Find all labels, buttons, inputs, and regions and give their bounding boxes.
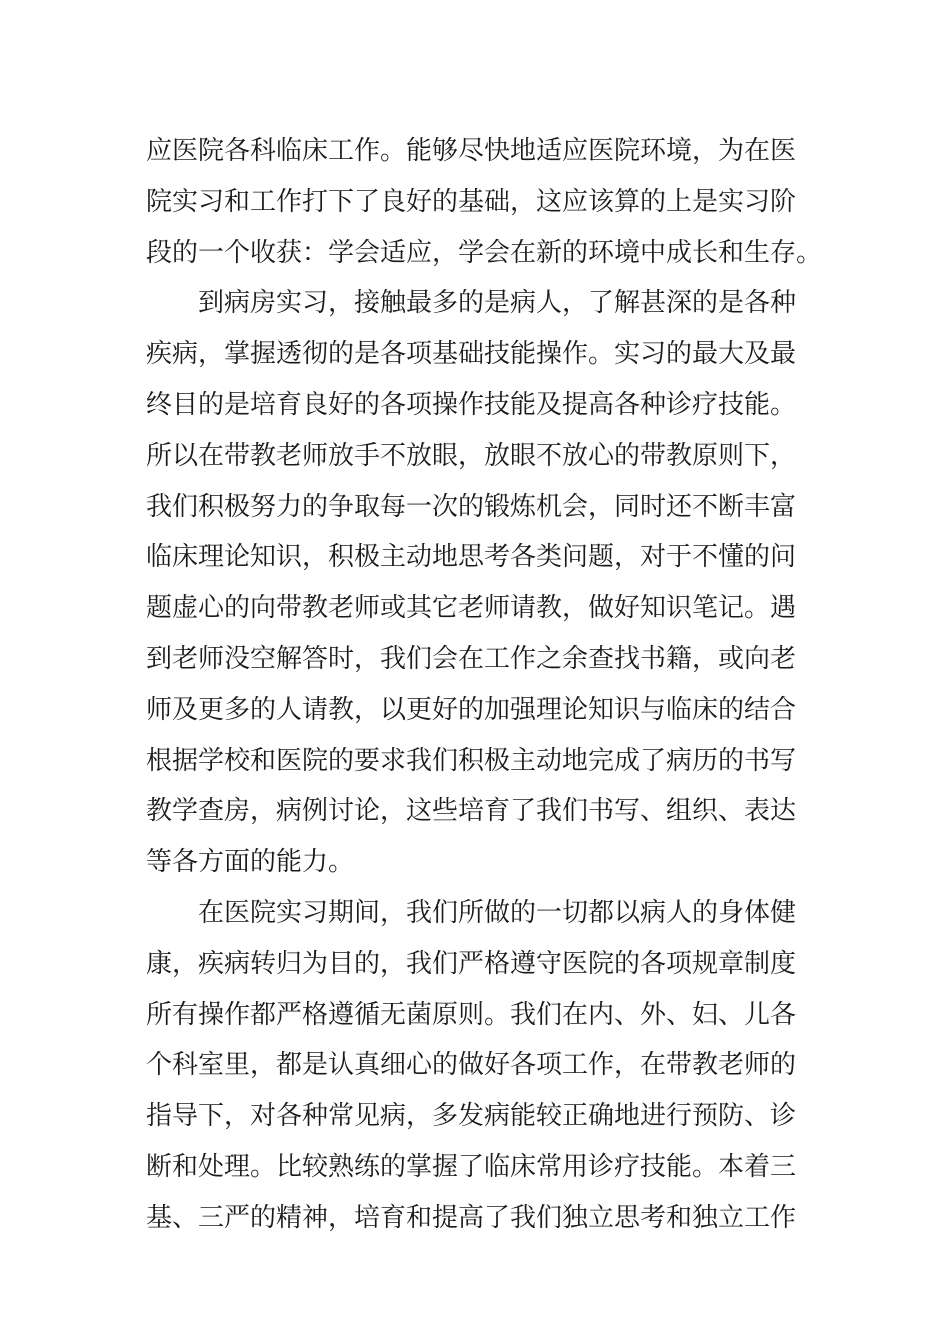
paragraph-line: 我们积极努力的争取每一次的锻炼机会，同时还不断丰富 [146, 491, 797, 522]
paragraph-line: 等各方面的能力。 [146, 847, 355, 878]
document-body [146, 126, 823, 1244]
paragraph-line: 所有操作都严格遵循无菌原则。我们在内、外、妇、儿各 [146, 999, 797, 1030]
paragraph [146, 126, 823, 278]
paragraph [146, 278, 810, 888]
paragraph-line: 到老师没空解答时，我们会在工作之余查找书籍，或向老 [146, 643, 797, 674]
paragraph-line: 教学查房，病例讨论，这些培育了我们书写、组织、表达 [146, 796, 797, 827]
paragraph-first-line: 应医院各科临床工作。能够尽快地适应医院环境，为在医 [146, 136, 797, 166]
paragraph-line: 所以在带教老师放手不放眼，放眼不放心的带教原则下， [146, 440, 797, 471]
paragraph-line: 院实习和工作打下了良好的基础，这应该算的上是实习阶 [146, 186, 797, 217]
paragraph-line: 临床理论知识，积极主动地思考各类问题，对于不懂的问 [146, 542, 797, 573]
paragraph-line: 康，疾病转归为目的，我们严格遵守医院的各项规章制度 [146, 948, 797, 979]
paragraph-line: 根据学校和医院的要求我们积极主动地完成了病历的书写 [146, 745, 797, 776]
paragraph-line: 基、三严的精神，培育和提高了我们独立思考和独立工作 [146, 1202, 797, 1233]
paragraph-line: 断和处理。比较熟练的掌握了临床常用诊疗技能。本着三 [146, 1151, 797, 1182]
paragraph [146, 888, 810, 1244]
paragraph-line: 终目的是培育良好的各项操作技能及提高各种诊疗技能。 [146, 389, 797, 420]
paragraph-first-line: 到病房实习，接触最多的是病人，了解甚深的是各种 [198, 288, 797, 319]
paragraph-line: 题虚心的向带教老师或其它老师请教，做好知识笔记。遇 [146, 593, 797, 624]
paragraph-line: 段的一个收获：学会适应，学会在新的环境中成长和生存。 [146, 237, 823, 268]
paragraph-first-line: 在医院实习期间，我们所做的一切都以病人的身体健 [198, 897, 797, 928]
paragraph-line: 疾病，掌握透彻的是各项基础技能操作。实习的最大及最 [146, 339, 797, 370]
paragraph-line: 师及更多的人请教，以更好的加强理论知识与临床的结合 [146, 694, 797, 725]
paragraph-line: 个科室里，都是认真细心的做好各项工作，在带教老师的 [146, 1050, 797, 1081]
paragraph-line: 指导下，对各种常见病，多发病能较正确地进行预防、诊 [146, 1101, 797, 1132]
